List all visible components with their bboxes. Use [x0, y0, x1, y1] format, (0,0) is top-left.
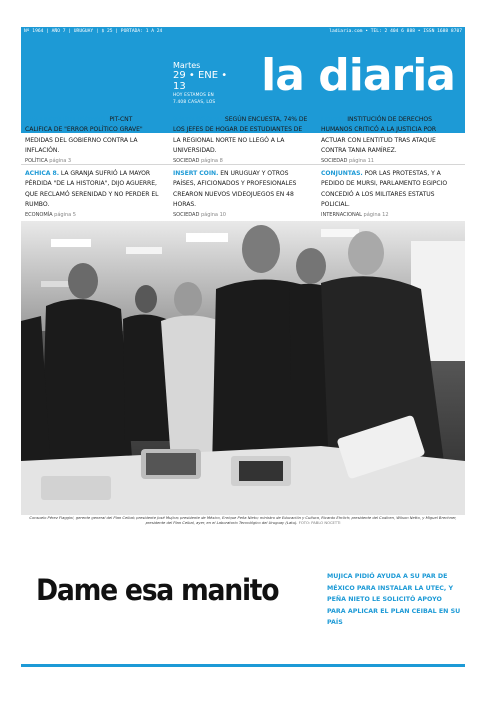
page-ref: página 3 — [49, 158, 72, 165]
section-name: SOCIEDAD — [173, 212, 200, 219]
divider — [21, 164, 465, 165]
lead-photo[interactable] — [21, 221, 465, 515]
teaser-section — [25, 210, 160, 220]
section-name: INTERNACIONAL — [321, 212, 362, 219]
teaser-kicker: CONJUNTAS. — [321, 170, 363, 177]
caption-text: Consuelo Pérez Flaggini, gerente general del Plan Ceibal; presidente José Mujica; presidente de México, Enrique Peña Nieto; ministro de Educación y Cultura, Ricardo Ehrlich; presidente del Codicen, Wilson Netto, y Miguel Brechner, presidente del Plan Ceibal, ayer, en el Laboratorio Tecnológico del Uruguay (Latu). — [29, 516, 457, 525]
teaser-text: PIT-CNT CALIFICA DE "ERROR POLÍTICO GRAVE" MEDIDAS DEL GOBIERNO CONTRA LA INFLACIÓN. — [25, 116, 143, 154]
issue-date: 29 • ENE • 13 — [173, 70, 228, 92]
page-ref: página 5 — [54, 212, 76, 219]
teaser-kicker: LENTO. — [321, 116, 346, 123]
teaser-kicker: INSERT COIN. — [173, 170, 219, 177]
lead-deck: MUJICA PIDIÓ AYUDA A SU PAR DE MÉXICO PARA INSTALAR LA UTEC, Y PEÑA NIETO LE SOLICITÓ APOYO PARA APLICAR EL PLAN CEIBAL EN SU PAÍS — [327, 573, 461, 626]
lead-headline: Dame esa manito — [36, 573, 279, 607]
teaser-text: INSTITUCIÓN DE DERECHOS HUMANOS CRITICÓ A LA JUSTICIA POR ACTUAR CON LENTITUD TRAS ATAQUE CONTRA TANIA RAMÍREZ. — [321, 116, 437, 154]
teaser-text: POR LAS PROTESTAS, Y A PEDIDO DE MURSI, PARLAMENTO EGIPCIO CONCEDIÓ A LOS MILITARES ESTATUS POLICIAL. — [321, 170, 448, 208]
teaser-section — [173, 210, 308, 220]
front-page — [21, 27, 465, 667]
issue-info: Nº 1964 | AÑO 7 | URUGUAY | $ 25 | PORTADA: 1 A 24 — [24, 29, 163, 34]
section-name: POLÍTICA — [25, 158, 48, 165]
contact-info: ladiaria.com • TEL: 2 404 6 888 • ISSN 1688 8707 — [329, 29, 462, 34]
teaser-item[interactable] — [173, 169, 308, 220]
teaser-item[interactable] — [321, 115, 456, 166]
teaser-item[interactable] — [321, 169, 456, 220]
page-ref: página 8 — [200, 158, 223, 165]
page-ref: página 12 — [363, 212, 389, 219]
date-box — [173, 61, 233, 105]
teaser-text: SEGÚN ENCUESTA, 74% DE LOS JEFES DE HOGAR DE ESTUDIANTES DE LA REGIONAL NORTE NO LLEGÓ A LA UNIVERSIDAD. — [173, 116, 308, 154]
issue-day: Martes — [173, 61, 201, 70]
teaser-text: LA GRANJA SUFRIÓ LA MAYOR PÉRDIDA "DE LA HISTORIA", DIJO AGUERRE, QUE RECLAMÓ SERENIDAD Y NO PERDER EL RUMBO. — [25, 170, 159, 208]
teaser-item[interactable] — [25, 169, 160, 220]
circulation-note-2: 7.408 CASAS, LOS — [173, 99, 216, 105]
newspaper-logo: la diaria — [261, 50, 455, 101]
photo-illustration — [21, 221, 465, 515]
photo-credit: FOTO: PABLO NOCETTI — [298, 521, 341, 525]
section-name: SOCIEDAD — [321, 158, 348, 165]
circulation-note-1: HOY ESTAMOS EN — [173, 93, 214, 98]
masthead-info-bar — [21, 27, 465, 36]
teaser-text: EN URUGUAY Y OTROS PAÍSES, AFICIONADOS Y PROFESIONALES CREARON NUEVOS VIDEOJUEGOS EN 48 HORAS. — [173, 170, 297, 208]
teaser-item[interactable] — [173, 115, 308, 166]
photo-caption — [21, 516, 465, 526]
teaser-kicker: ACHICA 8. — [25, 170, 59, 177]
teaser-section — [321, 210, 456, 220]
page-ref: página 10 — [200, 212, 226, 219]
teaser-kicker: SALTO SOCIAL. — [173, 116, 224, 123]
lead-story[interactable] — [21, 527, 465, 667]
page-ref: página 11 — [348, 158, 374, 165]
teaser-item[interactable] — [25, 115, 160, 166]
section-name: ECONOMÍA — [25, 212, 53, 219]
teaser-kicker: LAS LUCES DEL ESTADO. — [25, 116, 108, 123]
section-name: SOCIEDAD — [173, 158, 200, 165]
